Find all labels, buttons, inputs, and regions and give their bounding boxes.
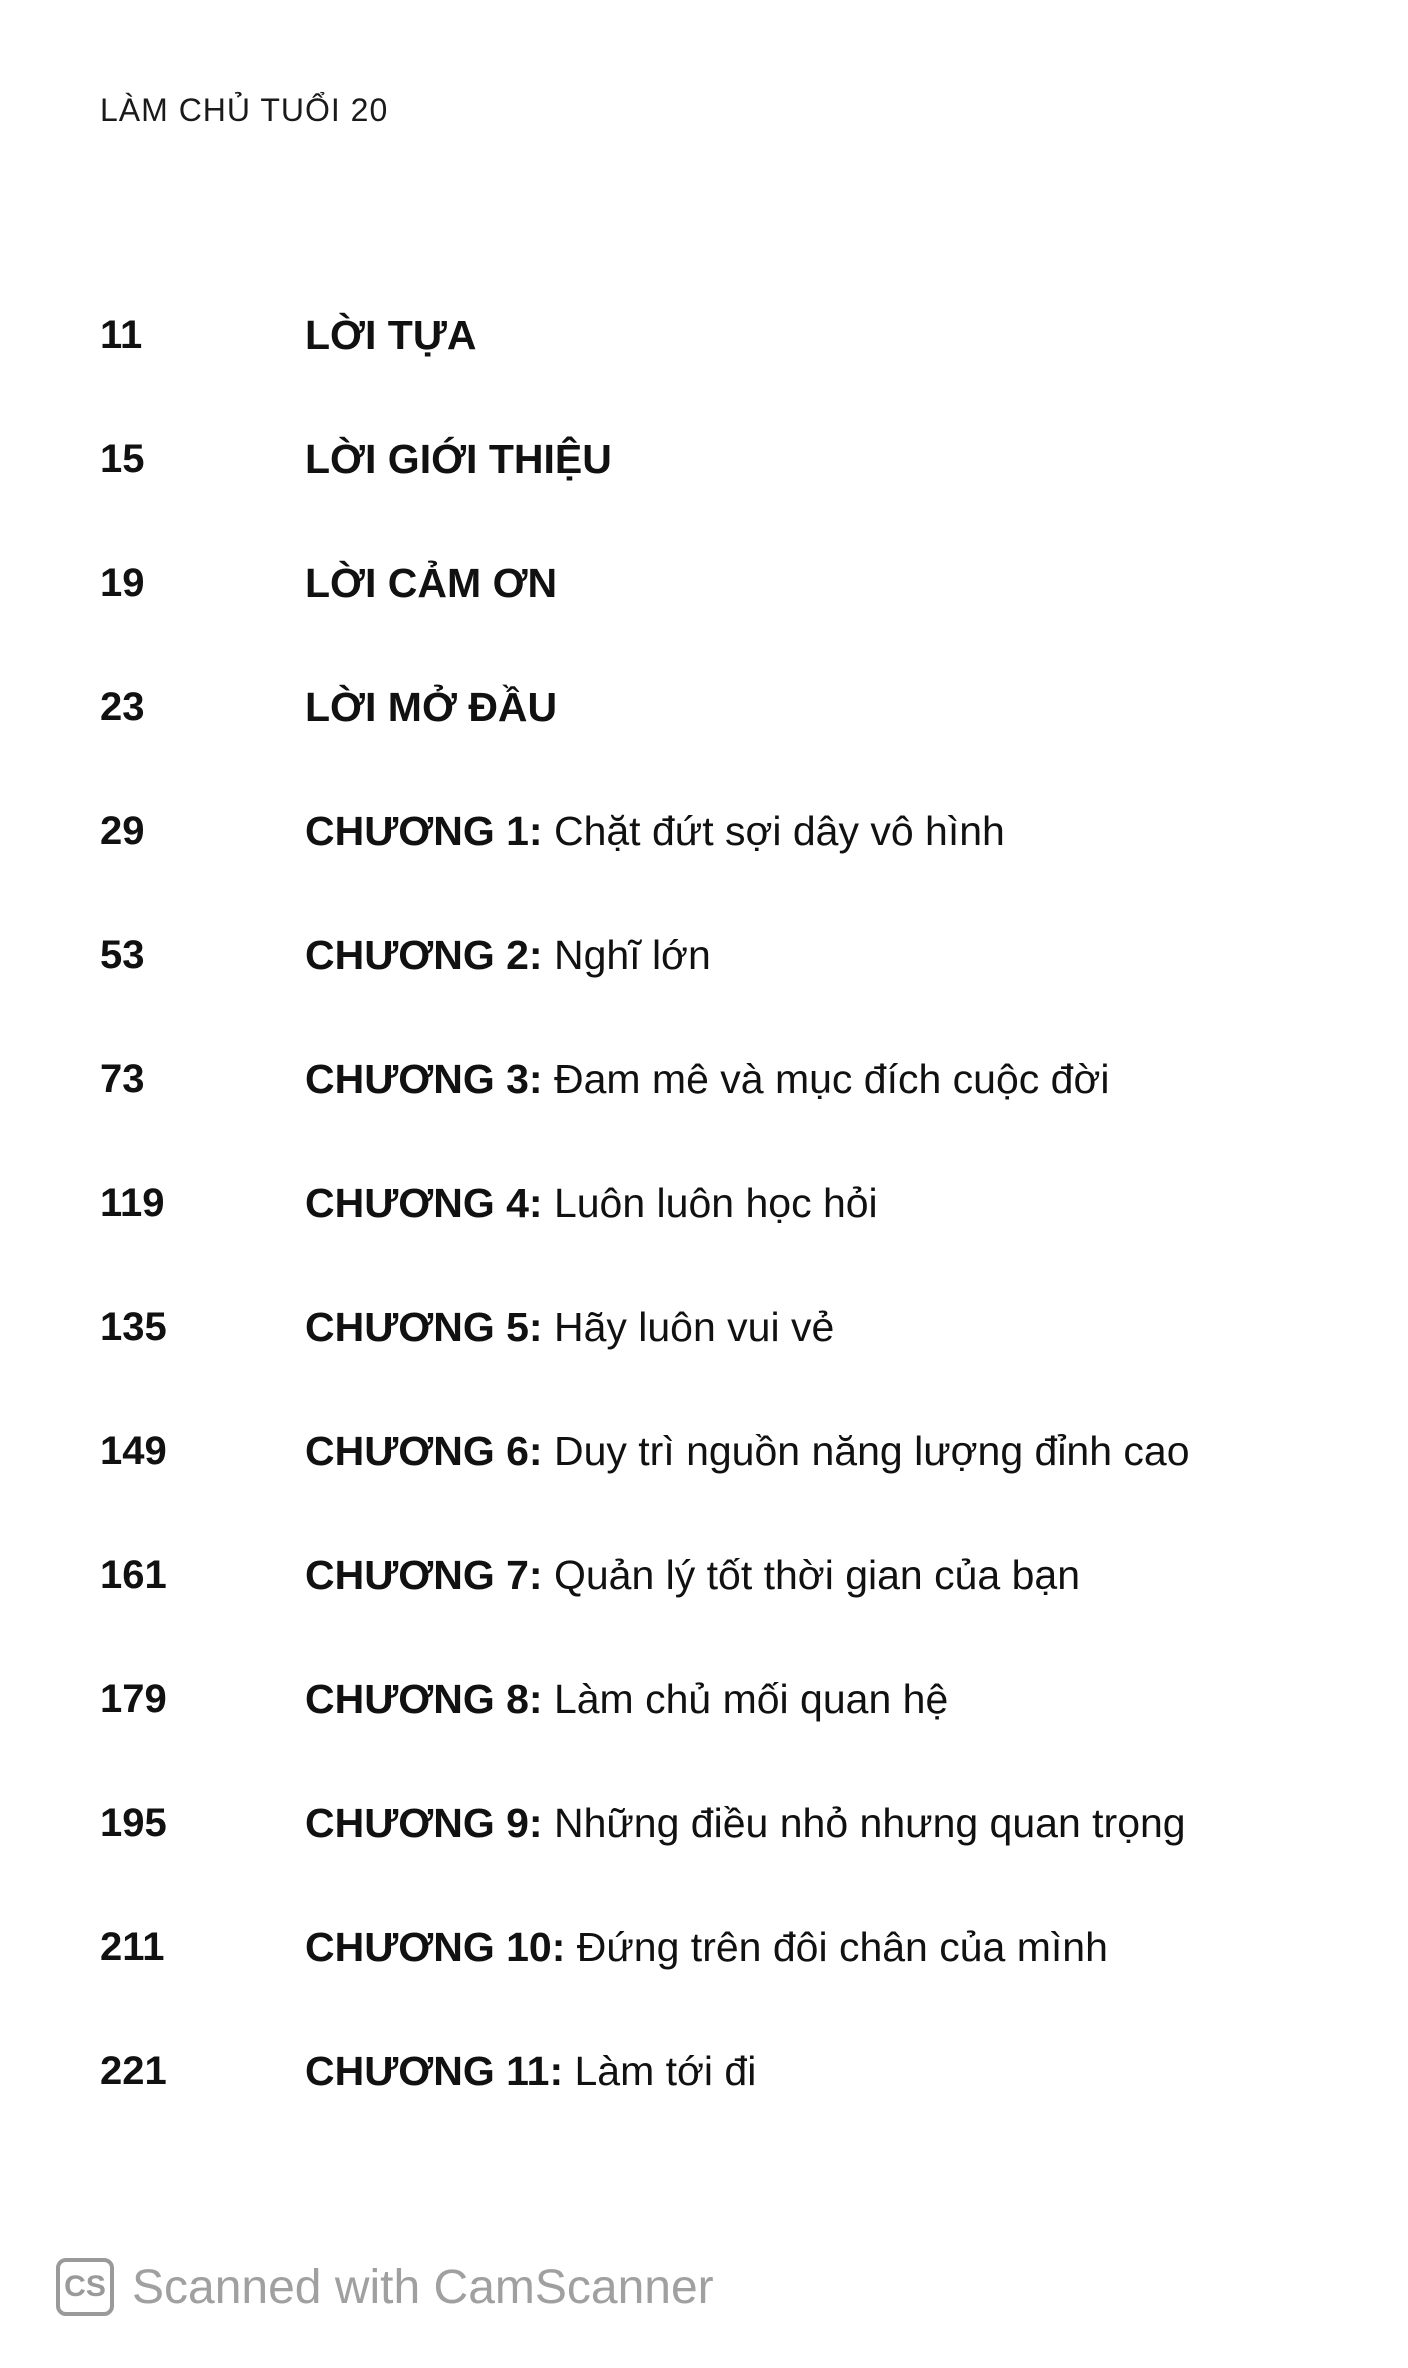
toc-title xyxy=(305,312,476,359)
toc-title-rest: Đứng trên đôi chân của mình xyxy=(565,1923,1108,1970)
toc-entry-chapter-11 xyxy=(100,2036,1300,2106)
toc-entry-foreword xyxy=(100,300,1300,370)
toc-page-number: 19 xyxy=(100,560,145,605)
watermark-text: Scanned with CamScanner xyxy=(132,2260,714,2314)
toc-title-rest: Làm tới đi xyxy=(563,2047,757,2094)
toc-entry-acknowledgements xyxy=(100,548,1300,618)
toc-title xyxy=(305,436,612,483)
toc-title-lead: LỜI MỞ ĐẦU xyxy=(305,683,558,730)
toc-title xyxy=(305,2048,756,2095)
toc-title-rest: Duy trì nguồn năng lượng đỉnh cao xyxy=(542,1427,1190,1474)
toc-page-number: 53 xyxy=(100,932,145,977)
toc-page-number: 29 xyxy=(100,808,145,853)
toc-page-number: 179 xyxy=(100,1676,167,1721)
toc-title xyxy=(305,1304,834,1351)
toc-title-lead: CHƯƠNG 6: xyxy=(305,1427,543,1474)
toc-title-rest: Luôn luôn học hỏi xyxy=(542,1179,878,1226)
toc-entry-chapter-4 xyxy=(100,1168,1300,1238)
toc-page-number: 161 xyxy=(100,1552,167,1597)
toc-entry-chapter-6 xyxy=(100,1416,1300,1486)
toc-title-rest: Đam mê và mục đích cuộc đời xyxy=(542,1055,1110,1102)
toc-title-rest: Chặt đứt sợi dây vô hình xyxy=(542,807,1005,854)
toc-page-number: 23 xyxy=(100,684,145,729)
toc-title-lead: CHƯƠNG 3: xyxy=(305,1055,543,1102)
toc-entry-chapter-8 xyxy=(100,1664,1300,1734)
toc-title-rest: Hãy luôn vui vẻ xyxy=(542,1303,835,1350)
toc-title-lead: LỜI TỰA xyxy=(305,311,477,358)
toc-title-rest: Những điều nhỏ nhưng quan trọng xyxy=(542,1799,1186,1846)
toc-entry-chapter-3 xyxy=(100,1044,1300,1114)
toc-title-lead: CHƯƠNG 4: xyxy=(305,1179,543,1226)
toc-title xyxy=(305,1924,1108,1971)
toc-title-lead: CHƯƠNG 10: xyxy=(305,1923,566,1970)
toc-title xyxy=(305,1180,878,1227)
toc-title xyxy=(305,684,557,731)
toc-title xyxy=(305,1800,1186,1847)
toc-title-lead: CHƯƠNG 9: xyxy=(305,1799,543,1846)
toc-title xyxy=(305,1676,948,1723)
toc-entry-chapter-7 xyxy=(100,1540,1300,1610)
toc-title xyxy=(305,1056,1109,1103)
toc-page-number: 211 xyxy=(100,1924,165,1969)
toc-title-lead: CHƯƠNG 1: xyxy=(305,807,543,854)
toc-title xyxy=(305,560,557,607)
toc-page-number: 15 xyxy=(100,436,145,481)
camscanner-logo-icon: CS xyxy=(56,2258,114,2316)
toc-entry-chapter-1 xyxy=(100,796,1300,866)
scanner-watermark xyxy=(56,2258,714,2316)
toc-title-rest: Quản lý tốt thời gian của bạn xyxy=(542,1551,1081,1598)
toc-entry-chapter-5 xyxy=(100,1292,1300,1362)
toc-title xyxy=(305,1552,1080,1599)
toc-title-lead: LỜI GIỚI THIỆU xyxy=(305,435,612,482)
toc-entry-introduction xyxy=(100,424,1300,494)
toc-title-lead: LỜI CẢM ƠN xyxy=(305,559,558,606)
toc-title-rest: Làm chủ mối quan hệ xyxy=(542,1675,949,1722)
toc-title-lead: CHƯƠNG 7: xyxy=(305,1551,543,1598)
toc-title xyxy=(305,1428,1190,1475)
toc-page-number: 73 xyxy=(100,1056,145,1101)
toc-title xyxy=(305,932,711,979)
toc-page-number: 135 xyxy=(100,1304,167,1349)
toc-title-lead: CHƯƠNG 11: xyxy=(305,2047,564,2094)
toc-page-number: 195 xyxy=(100,1800,167,1845)
toc-page-number: 149 xyxy=(100,1428,167,1473)
toc-title xyxy=(305,808,1005,855)
toc-title-rest: Nghĩ lớn xyxy=(542,931,711,978)
toc-title-lead: CHƯƠNG 8: xyxy=(305,1675,543,1722)
toc-title-lead: CHƯƠNG 5: xyxy=(305,1303,543,1350)
toc-entry-chapter-2 xyxy=(100,920,1300,990)
toc-entry-chapter-10 xyxy=(100,1912,1300,1982)
toc-entry-chapter-9 xyxy=(100,1788,1300,1858)
toc-page-number: 119 xyxy=(100,1180,165,1225)
toc-entry-preface xyxy=(100,672,1300,742)
toc-page-number: 221 xyxy=(100,2048,167,2093)
toc-page-number: 11 xyxy=(100,312,143,357)
running-header: LÀM CHỦ TUỔI 20 xyxy=(100,92,389,128)
toc-title-lead: CHƯƠNG 2: xyxy=(305,931,543,978)
